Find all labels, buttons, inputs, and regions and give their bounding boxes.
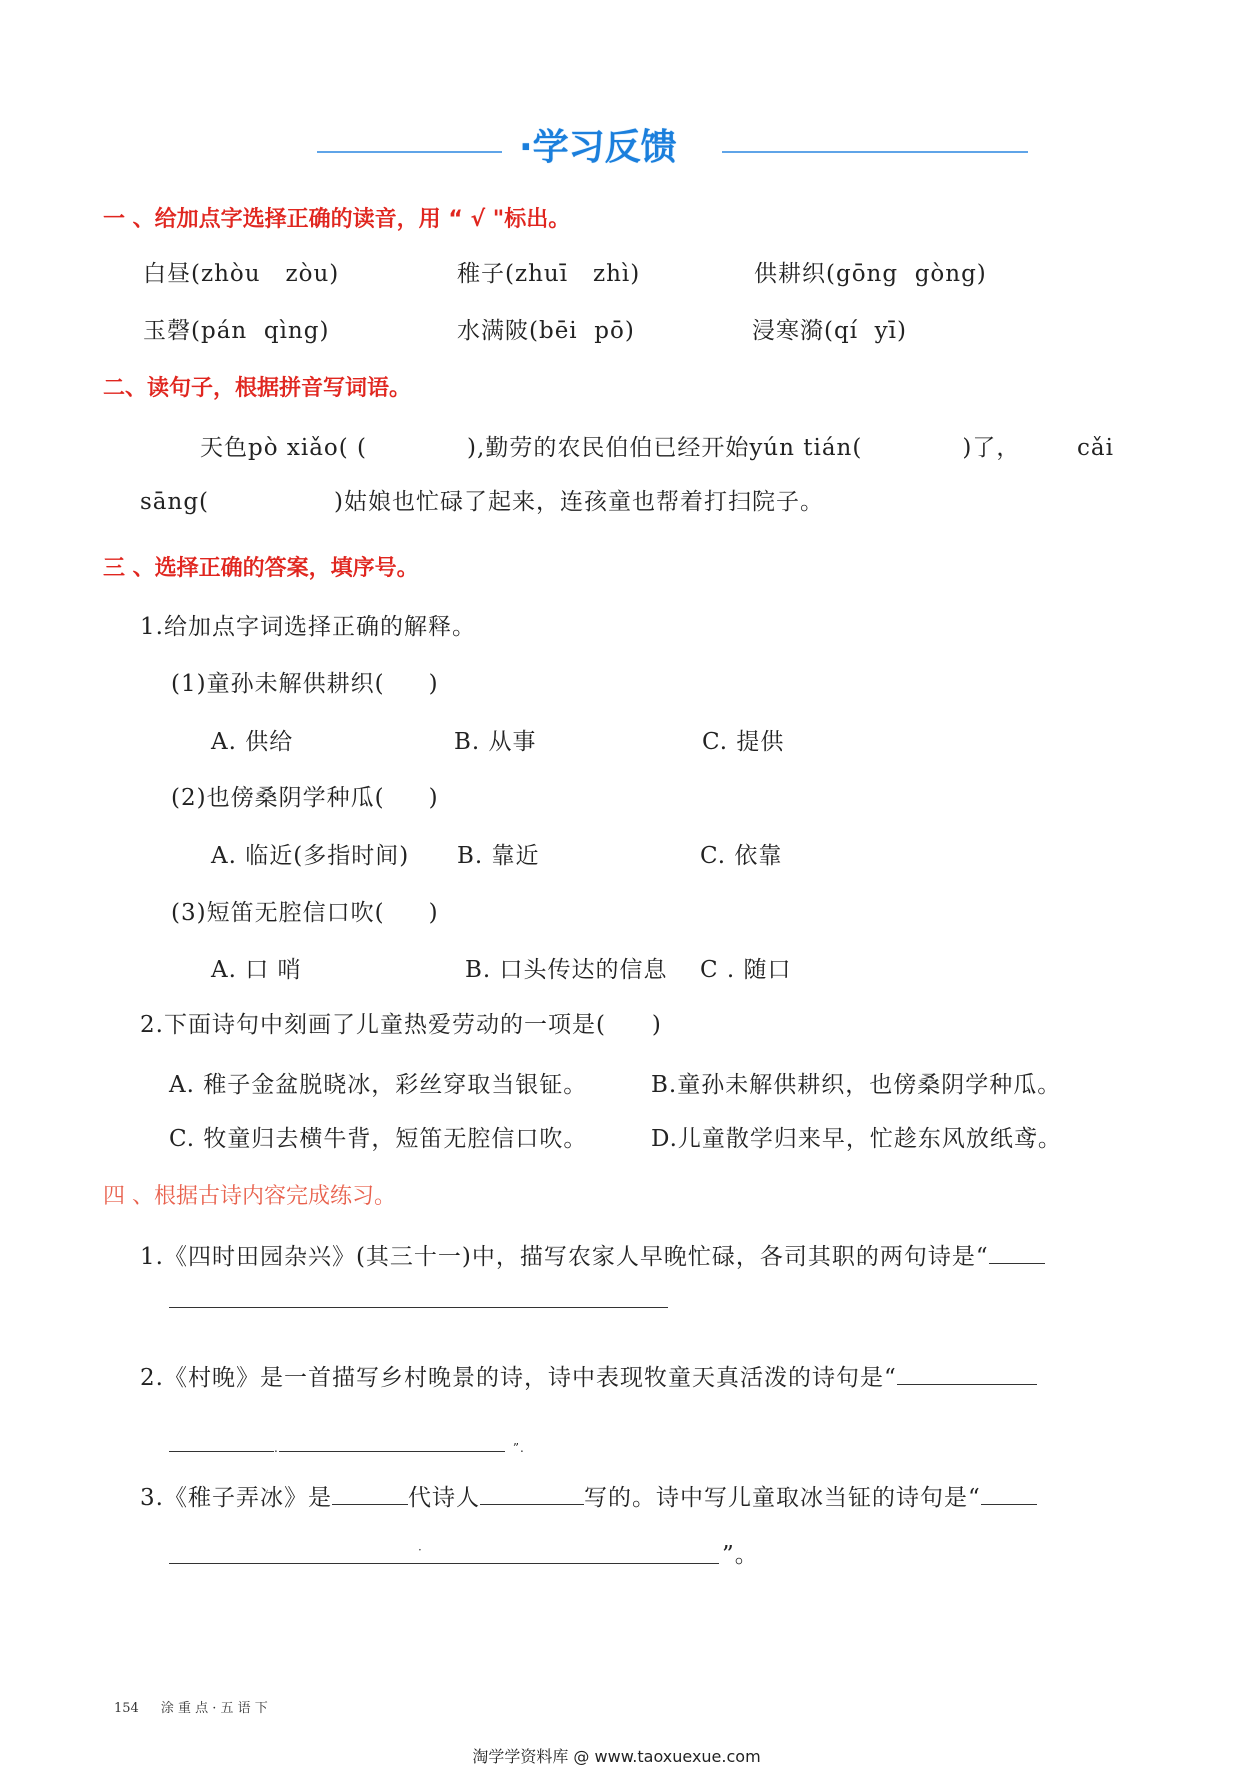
fill-question-3 bbox=[140, 1482, 1037, 1513]
option-a: A. 临近(多指时间) bbox=[211, 843, 410, 869]
question-close: ) bbox=[428, 900, 439, 926]
answer-blank bbox=[897, 1362, 1037, 1385]
sentence-line-2 bbox=[140, 487, 824, 517]
option-c: C. 提供 bbox=[702, 729, 785, 755]
option-a: A. 供给 bbox=[211, 729, 294, 755]
sub-question bbox=[171, 898, 439, 928]
answer-blank-line bbox=[169, 1306, 668, 1308]
question-text: 代诗人 bbox=[407, 1485, 480, 1511]
fill-question-2-line-2 bbox=[169, 1429, 525, 1463]
page-number: 154 bbox=[114, 1701, 139, 1716]
pronunciation-item: 玉磬(pán qìng) bbox=[143, 318, 330, 344]
dynasty-blank bbox=[332, 1482, 408, 1505]
question-text: 2.《村晚》是一首描写乡村晚景的诗，诗中表现牧童天真活泼的诗句是“ bbox=[140, 1365, 897, 1391]
answer-space bbox=[209, 508, 334, 509]
dot-mark: · bbox=[418, 1543, 422, 1557]
option-b: B. 靠近 bbox=[457, 843, 540, 869]
question-close: ) bbox=[428, 785, 439, 811]
closing-quote: ”. bbox=[512, 1441, 525, 1455]
poet-blank bbox=[480, 1482, 584, 1505]
page-footer bbox=[114, 1700, 268, 1718]
pronunciation-item: 白昼(zhòu zòu) bbox=[143, 261, 340, 287]
question-text: 写的。诗中写儿童取冰当钲的诗句是“ bbox=[583, 1485, 981, 1511]
sentence-line-1 bbox=[200, 433, 1020, 463]
sentence-text: )姑娘也忙碌了起来，连孩童也帮着打扫院子。 bbox=[334, 489, 825, 515]
pronunciation-item: 浸寒漪(qí yī) bbox=[752, 318, 907, 344]
answer-blank bbox=[279, 1429, 505, 1452]
answer-space bbox=[367, 454, 467, 455]
pronunciation-item: 水满陂(bēi pō) bbox=[457, 318, 635, 344]
section-2-heading: 二、读句子，根据拼音写词语。 bbox=[103, 376, 412, 401]
option-a: A. 稚子金盆脱晓冰，彩丝穿取当银钲。 bbox=[169, 1072, 588, 1098]
sentence-text: cǎi bbox=[1077, 435, 1114, 461]
fill-question-2 bbox=[140, 1362, 1037, 1393]
answer-blank bbox=[169, 1429, 274, 1452]
section-3-heading: 三 、选择正确的答案，填序号。 bbox=[103, 556, 419, 581]
option-b: B.童孙未解供耕织，也傍桑阴学种瓜。 bbox=[651, 1072, 1062, 1098]
pronunciation-item: 供耕织(gōng gòng) bbox=[754, 261, 987, 287]
answer-blank bbox=[981, 1482, 1037, 1505]
question-close: ) bbox=[651, 1012, 662, 1038]
page-title: ·学习反馈 bbox=[519, 127, 677, 168]
answer-space bbox=[862, 454, 962, 455]
sentence-text: ),勤劳的农民伯伯已经开始yún tián( bbox=[467, 435, 863, 461]
option-d: D.儿童散学归来早，忙趁东风放纸鸢。 bbox=[651, 1126, 1062, 1152]
question-text: 3.《稚子弄冰》是 bbox=[140, 1485, 332, 1511]
option-c: C . 随口 bbox=[700, 957, 792, 983]
fill-question-1 bbox=[140, 1241, 1045, 1272]
separator-mark: . bbox=[274, 1441, 279, 1455]
option-b: B. 从事 bbox=[454, 729, 537, 755]
sub-question bbox=[171, 669, 439, 699]
question-stem: (2)也傍桑阴学种瓜( bbox=[171, 785, 385, 811]
sentence-text: sāng( bbox=[140, 489, 210, 515]
pronunciation-item: 稚子(zhuī zhì) bbox=[457, 261, 641, 287]
sentence-text: 天色pò xiǎo( ( bbox=[200, 435, 368, 461]
section-4-heading: 四 、根据古诗内容完成练习。 bbox=[103, 1184, 396, 1209]
answer-space bbox=[606, 1031, 652, 1032]
question-stem: (3)短笛无腔信口吹( bbox=[171, 900, 385, 926]
answer-blank-line bbox=[169, 1562, 719, 1564]
title-rule-left bbox=[317, 151, 502, 153]
section-1-heading: 一 、给加点字选择正确的读音，用 “ √ "标出。 bbox=[103, 207, 571, 232]
answer-space bbox=[385, 919, 429, 920]
option-c: C. 依靠 bbox=[700, 843, 783, 869]
book-name: 涂 重 点 · 五 语 下 bbox=[160, 1701, 268, 1716]
question-2 bbox=[140, 1010, 662, 1040]
answer-blank bbox=[989, 1241, 1045, 1264]
question-close: ) bbox=[428, 671, 439, 697]
option-a: A. 口 哨 bbox=[211, 957, 302, 983]
option-b: B. 口头传达的信息 bbox=[465, 957, 668, 983]
sentence-text: )了， bbox=[962, 435, 1021, 461]
watermark: 淘学学资料库 @ www.taoxuexue.com bbox=[472, 1747, 761, 1766]
closing-quote: ”。 bbox=[722, 1542, 759, 1568]
answer-space bbox=[385, 690, 429, 691]
sub-question bbox=[171, 783, 439, 813]
question-prompt: 1.给加点字词选择正确的解释。 bbox=[140, 614, 476, 640]
title-rule-right bbox=[722, 151, 1028, 153]
answer-space bbox=[385, 804, 429, 805]
option-c: C. 牧童归去横牛背，短笛无腔信口吹。 bbox=[169, 1126, 588, 1152]
question-stem: (1)童孙未解供耕织( bbox=[171, 671, 385, 697]
question-stem: 2.下面诗句中刻画了儿童热爱劳动的一项是( bbox=[140, 1012, 606, 1038]
question-text: 1.《四时田园杂兴》(其三十一)中，描写农家人早晚忙碌，各司其职的两句诗是“ bbox=[140, 1244, 989, 1270]
